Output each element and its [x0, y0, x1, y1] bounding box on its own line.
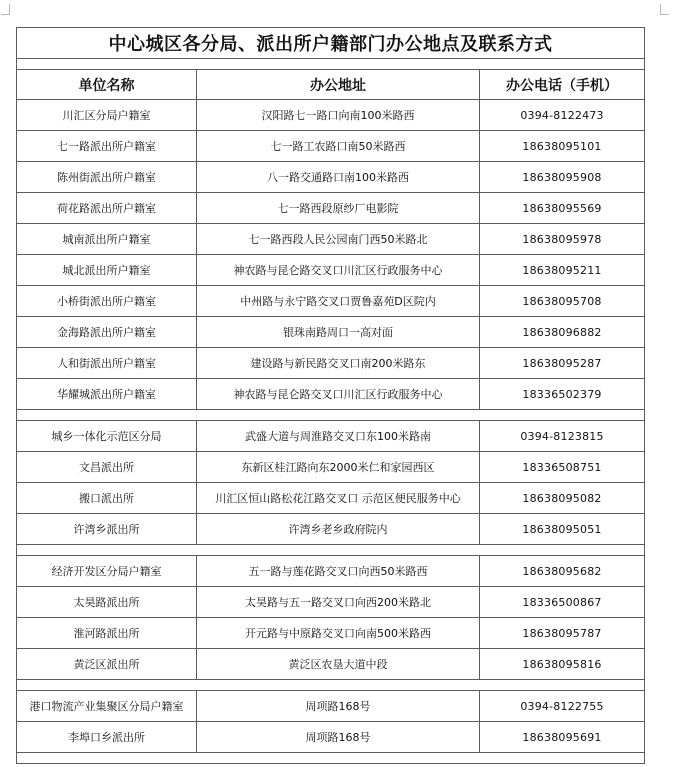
- phone-cell: 18638095211: [480, 255, 645, 286]
- phone-cell: 0394-8123815: [480, 421, 645, 452]
- unit-name-cell: 淮河路派出所: [17, 618, 197, 649]
- phone-cell: 18638095816: [480, 649, 645, 680]
- phone-cell: 18638095691: [480, 722, 645, 753]
- title-row: [17, 28, 645, 59]
- unit-name-cell: 金海路派出所户籍室: [17, 317, 197, 348]
- table-row: [17, 317, 645, 348]
- spacer-row: [17, 545, 645, 556]
- spacer-row: [17, 59, 645, 70]
- phone-cell: 18638096882: [480, 317, 645, 348]
- table-row: [17, 421, 645, 452]
- page-corner-mark-left: [1, 4, 10, 15]
- phone-cell: 18638095569: [480, 193, 645, 224]
- table-row: [17, 722, 645, 753]
- address-cell: 周项路168号: [197, 722, 480, 753]
- table-row: [17, 348, 645, 379]
- header-row: [17, 70, 645, 100]
- unit-name-cell: 搬口派出所: [17, 483, 197, 514]
- phone-cell: 18638095682: [480, 556, 645, 587]
- phone-cell: 18638095287: [480, 348, 645, 379]
- unit-name-cell: 太昊路派出所: [17, 587, 197, 618]
- address-cell: 汉阳路七一路口向南100米路西: [197, 100, 480, 131]
- phone-cell: 0394-8122755: [480, 691, 645, 722]
- table-row: [17, 587, 645, 618]
- spacer-row: [17, 410, 645, 421]
- phone-cell: 18336508751: [480, 452, 645, 483]
- address-cell: 中州路与永宁路交叉口贾鲁嘉苑D区院内: [197, 286, 480, 317]
- spacer-row: [17, 680, 645, 691]
- phone-cell: 18638095101: [480, 131, 645, 162]
- phone-cell: 18638095978: [480, 224, 645, 255]
- address-cell: 开元路与中原路交叉口向南500米路西: [197, 618, 480, 649]
- page-corner-mark-right: [660, 4, 669, 15]
- unit-name-cell: 港口物流产业集聚区分局户籍室: [17, 691, 197, 722]
- address-cell: 黄泛区农垦大道中段: [197, 649, 480, 680]
- contact-table: [16, 27, 645, 764]
- phone-cell: 18638095082: [480, 483, 645, 514]
- phone-cell: 18336502379: [480, 379, 645, 410]
- table-row: [17, 379, 645, 410]
- unit-name-cell: 经济开发区分局户籍室: [17, 556, 197, 587]
- table-row: [17, 131, 645, 162]
- column-header-phone: 办公电话（手机）: [480, 70, 645, 100]
- phone-cell: 18638095908: [480, 162, 645, 193]
- table-row: [17, 649, 645, 680]
- spacer-cell: [17, 680, 645, 691]
- unit-name-cell: 文昌派出所: [17, 452, 197, 483]
- spacer-cell: [17, 753, 645, 764]
- address-cell: 太昊路与五一路交叉口向西200米路北: [197, 587, 480, 618]
- unit-name-cell: 城北派出所户籍室: [17, 255, 197, 286]
- phone-cell: 18336500867: [480, 587, 645, 618]
- address-cell: 七一路西段人民公园南门西50米路北: [197, 224, 480, 255]
- table-row: [17, 483, 645, 514]
- address-cell: 武盛大道与周淮路交叉口东100米路南: [197, 421, 480, 452]
- phone-cell: 18638095051: [480, 514, 645, 545]
- table-row: [17, 224, 645, 255]
- phone-cell: 0394-8122473: [480, 100, 645, 131]
- table-row: [17, 618, 645, 649]
- address-cell: 五一路与莲花路交叉口向西50米路西: [197, 556, 480, 587]
- table-body: [17, 28, 645, 764]
- unit-name-cell: 城南派出所户籍室: [17, 224, 197, 255]
- table-row: [17, 514, 645, 545]
- table-row: [17, 286, 645, 317]
- address-cell: 周项路168号: [197, 691, 480, 722]
- address-cell: 八一路交通路口南100米路西: [197, 162, 480, 193]
- address-cell: 七一路西段原纱厂电影院: [197, 193, 480, 224]
- spacer-row: [17, 753, 645, 764]
- table-row: [17, 100, 645, 131]
- spacer-cell: [17, 410, 645, 421]
- unit-name-cell: 华耀城派出所户籍室: [17, 379, 197, 410]
- table-row: [17, 556, 645, 587]
- unit-name-cell: 许湾乡派出所: [17, 514, 197, 545]
- table-row: [17, 255, 645, 286]
- table-row: [17, 452, 645, 483]
- unit-name-cell: 城乡一体化示范区分局: [17, 421, 197, 452]
- unit-name-cell: 陈州街派出所户籍室: [17, 162, 197, 193]
- unit-name-cell: 李埠口乡派出所: [17, 722, 197, 753]
- unit-name-cell: 人和街派出所户籍室: [17, 348, 197, 379]
- table-row: [17, 162, 645, 193]
- spacer-cell: [17, 59, 645, 70]
- address-cell: 神农路与昆仑路交叉口川汇区行政服务中心: [197, 379, 480, 410]
- table-row: [17, 193, 645, 224]
- address-cell: 东新区桂江路向东2000米仁和家园西区: [197, 452, 480, 483]
- table-row: [17, 691, 645, 722]
- phone-cell: 18638095787: [480, 618, 645, 649]
- address-cell: 建设路与新民路交叉口南200米路东: [197, 348, 480, 379]
- column-header-address: 办公地址: [197, 70, 480, 100]
- address-cell: 川汇区恒山路松花江路交叉口 示范区便民服务中心: [197, 483, 480, 514]
- address-cell: 许湾乡老乡政府院内: [197, 514, 480, 545]
- spacer-cell: [17, 545, 645, 556]
- unit-name-cell: 黄泛区派出所: [17, 649, 197, 680]
- page-title: 中心城区各分局、派出所户籍部门办公地点及联系方式: [17, 28, 645, 59]
- phone-cell: 18638095708: [480, 286, 645, 317]
- unit-name-cell: 川汇区分局户籍室: [17, 100, 197, 131]
- column-header-unit: 单位名称: [17, 70, 197, 100]
- address-cell: 神农路与昆仑路交叉口川汇区行政服务中心: [197, 255, 480, 286]
- unit-name-cell: 荷花路派出所户籍室: [17, 193, 197, 224]
- address-cell: 七一路工农路口南50米路西: [197, 131, 480, 162]
- address-cell: 银珠南路周口一高对面: [197, 317, 480, 348]
- unit-name-cell: 小桥街派出所户籍室: [17, 286, 197, 317]
- unit-name-cell: 七一路派出所户籍室: [17, 131, 197, 162]
